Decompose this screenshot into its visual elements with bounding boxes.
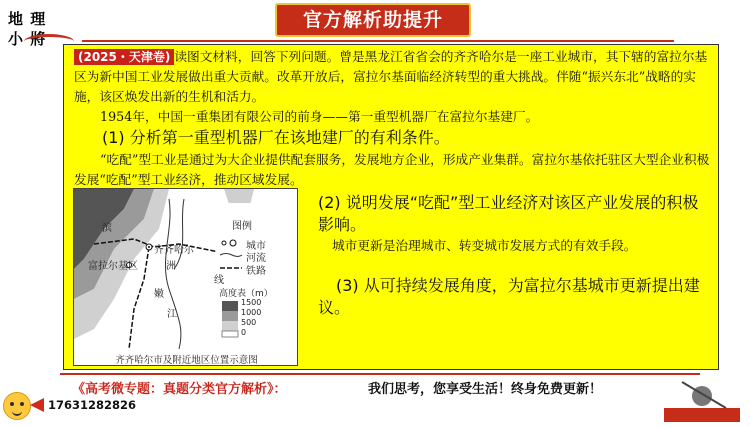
logo-text-top: 地 理 [8,10,47,28]
legend-river-label: 河流 [246,253,266,264]
legend-elev-1500 [222,301,238,311]
megaphone-icon [30,398,44,412]
question-3: (3) 从可持续发展角度，为富拉尔基城市更新提出建议。 [318,276,700,317]
legend-city-marker-2 [230,240,236,246]
legend-elev-0 [222,331,238,337]
legend-city-label: 城市 [246,241,266,252]
knight-banner [664,408,740,422]
map-label-fulaerji: 富拉尔基区 [88,261,138,272]
legend-title: 图例 [232,221,252,232]
history-text: 1954年，中国一重集团有限公司的前身——第一重型机器厂在富拉尔基建厂。 [100,109,539,124]
legend-rail-label: 铁路 [246,266,266,277]
legend-elev-title: 高度表（m） [219,289,273,299]
bottom-divider [60,373,700,375]
intro-text: 读图文材料，回答下列问题。曾是黑龙江省省会的齐齐哈尔是一座工业城市，其下辖的富拉尔基区为新中国工业发展做出重大贡献。改革开放后，富拉尔基面临经济转型的重大挑战。伴随“振兴东北”战略的实施，该区焕发出新的生机和活力。 [74,49,708,104]
context-paragraph-2: 城市更新是治理城市、转变城市发展方式的有效手段。 [332,238,637,253]
map-label-zhou: 洲 [166,261,176,272]
page-title: 官方解析助提升 [275,3,471,37]
question-2: (2) 说明发展“吃配”型工业经济对该区产业发展的积极影响。 [318,193,699,234]
legend-city-marker [222,241,226,245]
phone-number: 17631282826 [48,398,137,412]
series-title: 《高考微专题：真题分类官方解析》： [72,382,287,397]
map-caption: 齐齐哈尔市及附近地区位置示意图 [115,355,258,366]
intro-paragraph [74,47,710,107]
top-divider [82,40,674,42]
map-label-nen: 嫩 [154,289,164,300]
knight-icon [662,378,742,424]
map-label-qiqihar: 齐齐哈尔 [154,245,194,256]
legend-level-1500: 1500 [241,298,262,307]
context-paragraph: “吃配”型工业是通过为大企业提供配套服务，发展地方企业，形成产业集群。富拉尔基依托驻区大型企业积极发展“吃配”型工业经济，推动区域发展。 [74,152,710,187]
map-label-jiang: 江 [167,309,177,320]
location-map [73,188,298,366]
river-nen [165,199,180,349]
legend-level-0: 0 [241,328,247,337]
map-label-bin: 滨 [102,223,112,234]
legend-elev-500 [222,321,238,331]
source-tag: (2025・天津卷) [74,49,174,65]
legend-elev-1000 [222,311,238,321]
logo-text-bottom: 小 將 [8,30,47,48]
legend-level-1000: 1000 [241,308,262,317]
city-qiqihar-dot [148,246,150,248]
smiley-icon [3,392,31,420]
slogan-text: 我们思考，您享受生活！终身免费更新！ [368,382,603,397]
legend-level-500: 500 [241,318,257,327]
question-1: (1) 分析第一重型机器厂在该地建厂的有利条件。 [102,128,450,147]
map-label-xian: 线 [214,275,224,286]
